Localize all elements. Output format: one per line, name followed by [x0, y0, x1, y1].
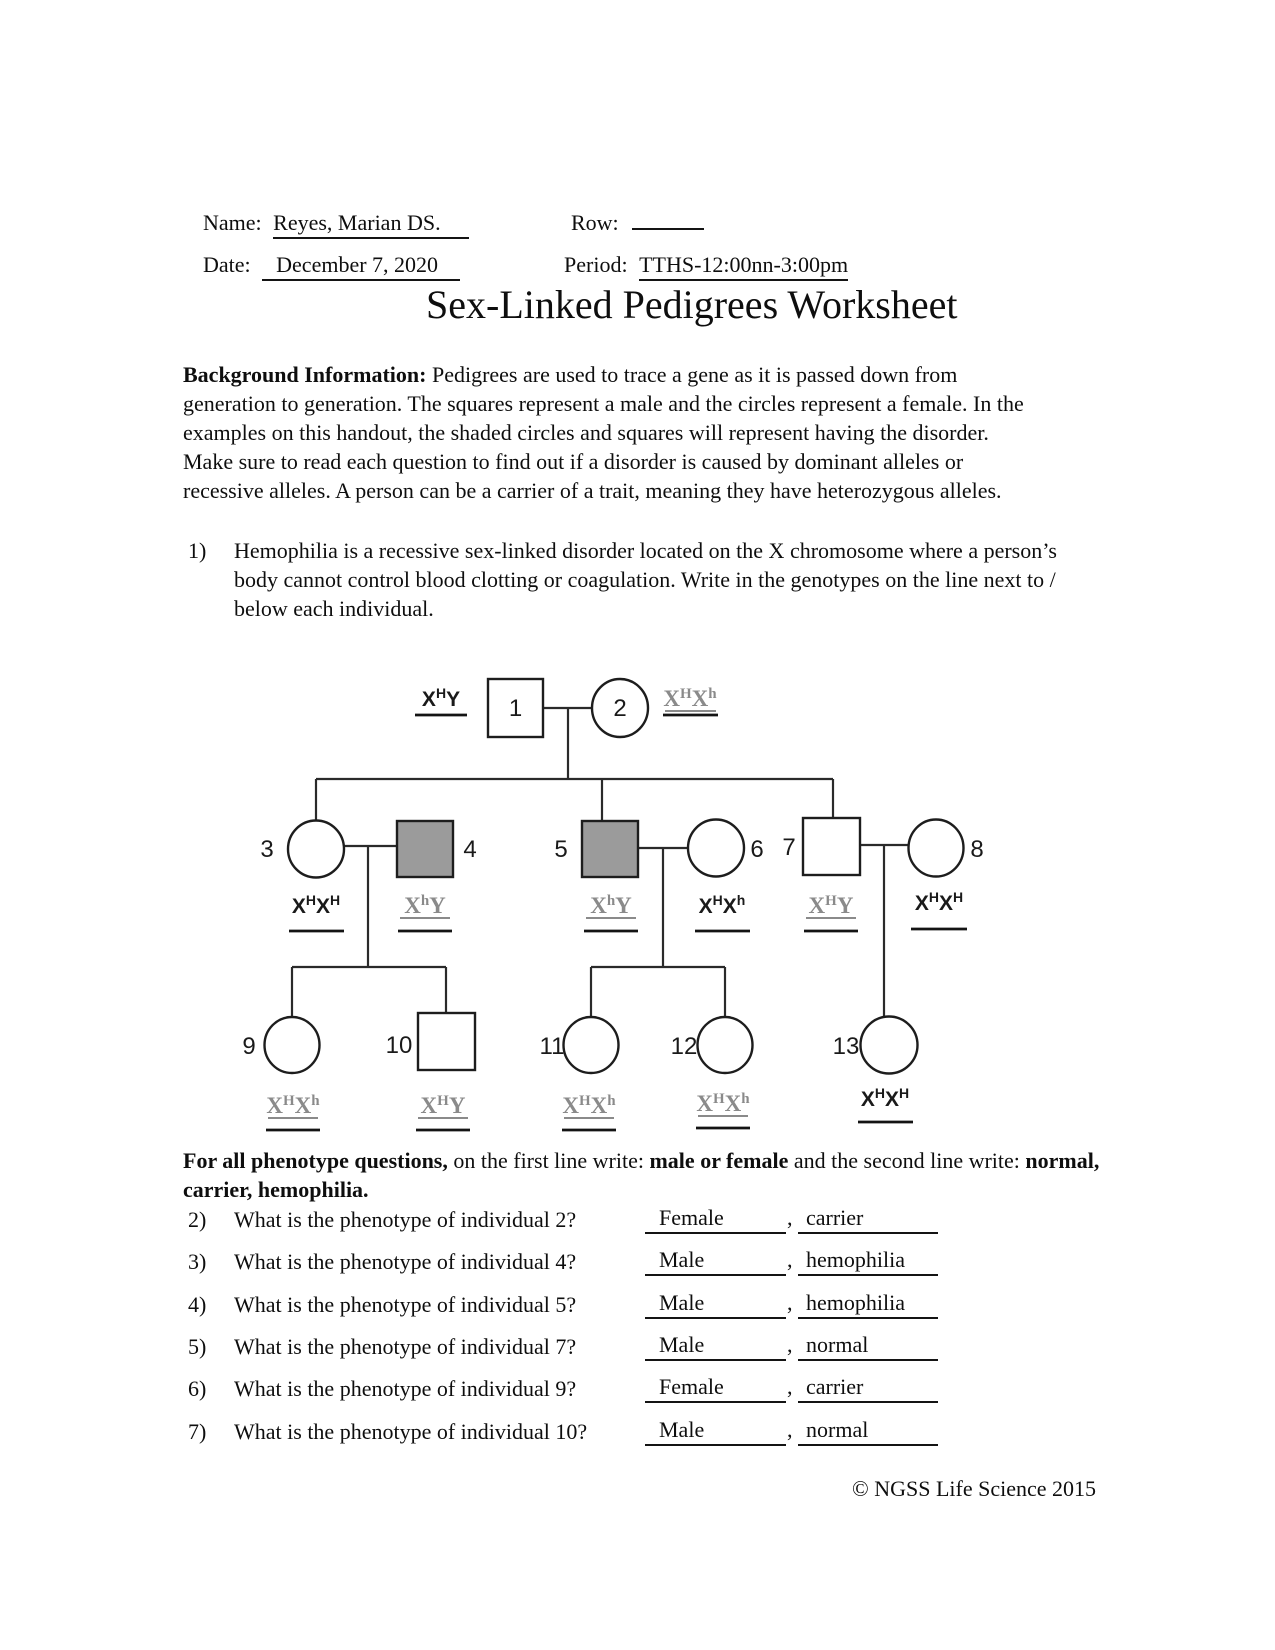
answer-blank-1: Male — [645, 1332, 786, 1361]
phenotype-note-line1 — [183, 1146, 1099, 1175]
question1-line-1: Hemophilia is a recessive sex-linked disorder located on the X chromosome where a person’s — [234, 538, 1057, 563]
answer-separator: , — [787, 1289, 793, 1315]
individual-8-circle — [909, 820, 964, 877]
note-segment: For all phenotype questions, — [183, 1148, 448, 1173]
individual-10-square — [418, 1013, 475, 1070]
question-number: 4) — [188, 1291, 207, 1317]
question-number: 2) — [188, 1207, 207, 1232]
background-line-4: Make sure to read each question to find out if a disorder is caused by dominant alleles or — [183, 449, 964, 474]
note-segment: male or female — [649, 1148, 789, 1173]
individual-11-circle — [564, 1017, 619, 1073]
answer-blank-2: normal — [798, 1417, 938, 1446]
individual-4-label: 4 — [463, 836, 477, 863]
question1-number: 1) — [188, 538, 207, 563]
question-text: What is the phenotype of individual 7? — [234, 1333, 577, 1359]
note-segment: on the first line write: — [447, 1148, 650, 1173]
answer-blank-1: Male — [645, 1417, 786, 1446]
genotype-individual-8: $X^HX^H$ — [914, 889, 964, 915]
answer-blank-2: hemophilia — [798, 1247, 938, 1276]
genotype-individual-3: $X^HX^H$ — [291, 892, 341, 918]
individual-13-label: 13 — [832, 1033, 860, 1060]
question-text: What is the phenotype of individual 9? — [234, 1376, 577, 1402]
answer-blank-2: hemophilia — [798, 1290, 938, 1319]
question-number: 5) — [188, 1333, 207, 1359]
individual-8-label: 8 — [970, 836, 984, 863]
date-row — [203, 250, 460, 281]
genotype-individual-4: $X^hY$ — [404, 893, 446, 918]
answer-blank-1: Female — [645, 1205, 786, 1234]
genotype-individual-7: $X^HY$ — [808, 893, 854, 918]
row-row — [571, 208, 704, 237]
question-text: What is the phenotype of individual 4? — [234, 1249, 577, 1275]
genotype-individual-6: $X^HX^h$ — [698, 892, 746, 918]
individual-11-label: 11 — [539, 1033, 565, 1060]
answer-blank-1: Male — [645, 1247, 786, 1276]
individual-9-label: 9 — [242, 1033, 256, 1060]
note-segment: and the second line write: — [788, 1148, 1026, 1173]
name-value: Reyes, Marian DS. — [273, 208, 468, 239]
question1-text — [234, 536, 1057, 623]
genotype-individual-10: $X^HY$ — [420, 1093, 466, 1118]
individual-6-circle — [688, 820, 744, 877]
genotype-individual-11: $X^HX^h$ — [562, 1093, 616, 1118]
individual-6-label: 6 — [750, 836, 764, 863]
genotype-individual-12: $X^HX^h$ — [696, 1091, 750, 1116]
name-row — [203, 208, 469, 239]
individual-2-label: 2 — [613, 695, 627, 722]
period-label: Period: — [564, 252, 628, 277]
individual-4-square-affected — [397, 821, 453, 877]
question1-line-2: body cannot control blood clotting or coagulation. Write in the genotypes on the line next to / — [234, 567, 1056, 592]
individual-10-label: 10 — [385, 1032, 413, 1059]
genotype-individual-1: $X^HY$ — [421, 685, 461, 711]
question-text: What is the phenotype of individual 10? — [234, 1418, 588, 1444]
answer-separator: , — [787, 1331, 793, 1357]
individual-9-circle — [265, 1017, 320, 1073]
pedigree-chart — [200, 630, 1030, 1150]
answer-separator: , — [787, 1205, 793, 1230]
question-number: 7) — [188, 1418, 207, 1444]
background-paragraph — [183, 360, 1024, 505]
individual-7-label: 7 — [782, 834, 796, 861]
answer-separator: , — [787, 1374, 793, 1400]
question-number: 3) — [188, 1249, 207, 1275]
answer-blank-2: carrier — [798, 1374, 938, 1403]
background-line-2: generation to generation. The squares represent a male and the circles represent a female. In the — [183, 391, 1024, 416]
question-number: 6) — [188, 1376, 207, 1402]
genotype-individual-5: $X^hY$ — [590, 893, 632, 918]
background-line-3: examples on this handout, the shaded circles and squares will represent having the disorder. — [183, 420, 989, 445]
individual-1-label: 1 — [508, 695, 523, 722]
genotype-individual-2: $X^HX^h$ — [663, 686, 717, 711]
copyright-footer: © NGSS Life Science 2015 — [852, 1476, 1097, 1501]
genotype-individual-13: $X^HX^H$ — [860, 1085, 910, 1111]
individual-12-circle — [698, 1017, 753, 1073]
background-line-1: Background Information: Pedigrees are used to trace a gene as it is passed down from — [183, 362, 958, 387]
answer-blank-2: normal — [798, 1332, 938, 1361]
answer-separator: , — [787, 1247, 793, 1273]
background-heading: Background Information: — [183, 362, 427, 387]
period-row — [564, 250, 848, 281]
note-segment: carrier, hemophilia. — [183, 1177, 369, 1202]
page-title: Sex-Linked Pedigrees Worksheet — [426, 282, 958, 327]
question-text: What is the phenotype of individual 2? — [234, 1207, 577, 1232]
answer-blank-2: carrier — [798, 1205, 938, 1234]
individual-7-square — [803, 818, 860, 875]
question1-line-3: below each individual. — [234, 596, 434, 621]
answer-separator: , — [787, 1416, 793, 1442]
individual-3-label: 3 — [260, 836, 274, 863]
individual-3-circle — [288, 821, 344, 878]
individual-5-label: 5 — [554, 836, 568, 863]
genotype-individual-9: $X^HX^h$ — [266, 1093, 320, 1118]
question-text: What is the phenotype of individual 5? — [234, 1291, 577, 1317]
period-value: TTHS-12:00nn-3:00pm — [639, 250, 848, 281]
row-value-blank — [632, 228, 704, 230]
individual-13-circle — [861, 1017, 918, 1074]
date-label: Date: — [203, 252, 251, 277]
background-line-5: recessive alleles. A person can be a carrier of a trait, meaning they have heterozygous alleles. — [183, 478, 1002, 503]
answer-blank-1: Female — [645, 1374, 786, 1403]
answer-blank-1: Male — [645, 1290, 786, 1319]
note-segment: normal, — [1025, 1148, 1100, 1173]
individual-5-square-affected — [582, 821, 638, 877]
row-label: Row: — [571, 210, 619, 235]
phenotype-note-line2 — [183, 1175, 369, 1204]
individual-12-label: 12 — [670, 1033, 698, 1060]
date-value: December 7, 2020 — [262, 250, 460, 281]
name-label: Name: — [203, 210, 262, 235]
